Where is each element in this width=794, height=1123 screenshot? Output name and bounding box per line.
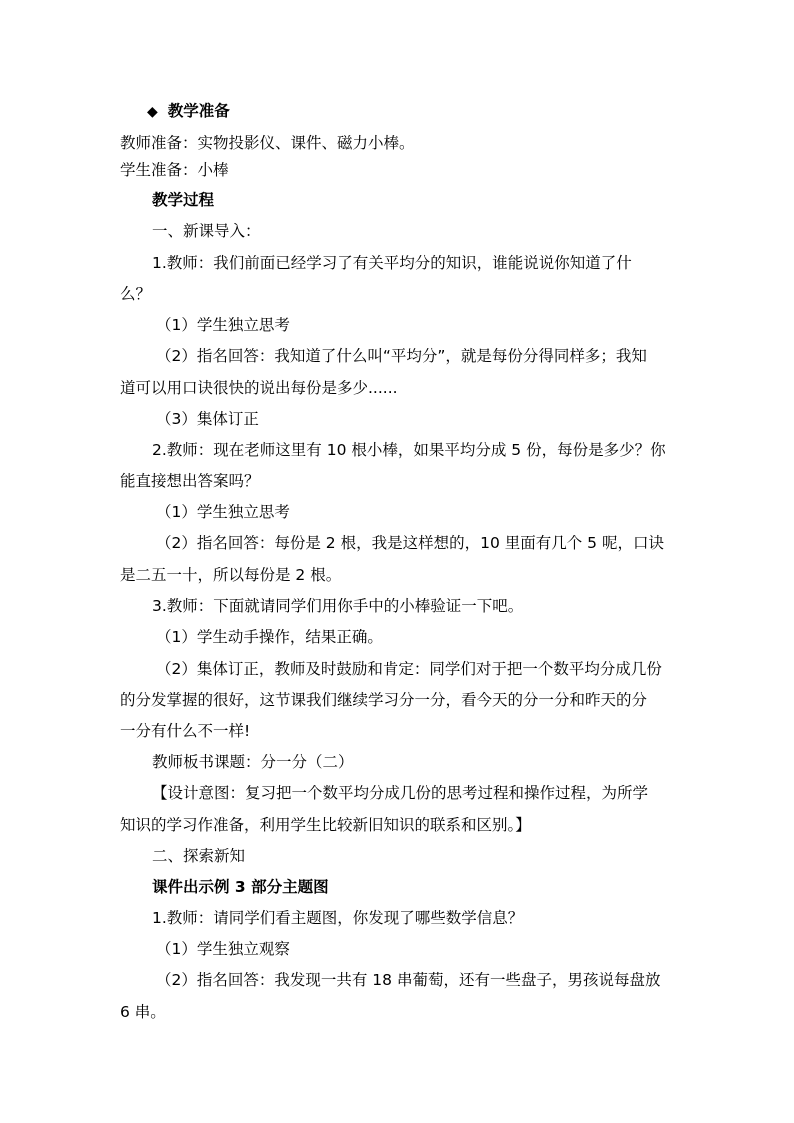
paragraph-line: （3）集体订正 — [156, 410, 259, 428]
paragraph-line: 1.教师：请同学们看主题图，你发现了哪些数学信息？ — [152, 909, 524, 927]
diamond-bullet-icon: ◆ — [147, 104, 158, 120]
paragraph-line: （1）学生独立思考 — [156, 316, 290, 334]
paragraph-line: 一分有什么不一样! — [120, 722, 251, 740]
paragraph-line: （1）学生动手操作，结果正确。 — [156, 628, 383, 646]
paragraph-line: 6 串。 — [120, 1003, 166, 1021]
paragraph-line: 是二五一十，所以每份是 2 根。 — [120, 566, 342, 584]
paragraph-line: （2）指名回答：每份是 2 根，我是这样想的，10 里面有几个 5 呢，口诀 — [156, 534, 664, 552]
paragraph-line: 1.教师：我们前面已经学习了有关平均分的知识，谁能说说你知道了什 — [152, 254, 632, 272]
section-new-lesson-intro: 一、新课导入： — [152, 222, 261, 240]
paragraph-line: 3.教师：下面就请同学们用你手中的小棒验证一下吧。 — [152, 597, 524, 615]
courseware-example-heading: 课件出示例 3 部分主题图 — [152, 878, 329, 896]
design-intent-line: 知识的学习作准备，利用学生比较新旧知识的联系和区别。】 — [120, 816, 531, 834]
paragraph-line: （2）集体订正，教师及时鼓励和肯定：同学们对于把一个数平均分成几份 — [156, 660, 662, 678]
student-preparation: 学生准备：小棒 — [120, 161, 229, 179]
paragraph-line: （2）指名回答：我知道了什么叫“平均分”，就是每份分得同样多；我知 — [156, 347, 647, 365]
paragraph-line: 2.教师：现在老师这里有 10 根小棒，如果平均分成 5 份，每份是多少？你 — [152, 441, 666, 459]
paragraph-line: （1）学生独立观察 — [156, 940, 290, 958]
heading-teaching-process: 教学过程 — [152, 191, 215, 209]
paragraph-line: 的分发掌握的很好，这节课我们继续学习分一分，看今天的分一分和昨天的分 — [120, 691, 648, 709]
paragraph-line: （2）指名回答：我发现一共有 18 串葡萄，还有一些盘子，男孩说每盘放 — [156, 971, 661, 989]
paragraph-line: （1）学生独立思考 — [156, 503, 290, 521]
paragraph-line: 道可以用口诀很快的说出每份是多少...... — [120, 379, 398, 397]
teacher-preparation: 教师准备：实物投影仪、课件、磁力小棒。 — [120, 134, 415, 152]
board-title-line: 教师板书课题：分一分（二） — [152, 753, 354, 771]
design-intent-line: 【设计意图：复习把一个数平均分成几份的思考过程和操作过程，为所学 — [152, 784, 649, 802]
heading-text: 教学准备 — [167, 102, 230, 120]
section-explore-new: 二、探索新知 — [152, 847, 246, 865]
paragraph-line: 能直接想出答案吗？ — [120, 472, 260, 490]
paragraph-line: 么？ — [120, 285, 152, 303]
heading-teaching-preparation — [147, 101, 707, 122]
